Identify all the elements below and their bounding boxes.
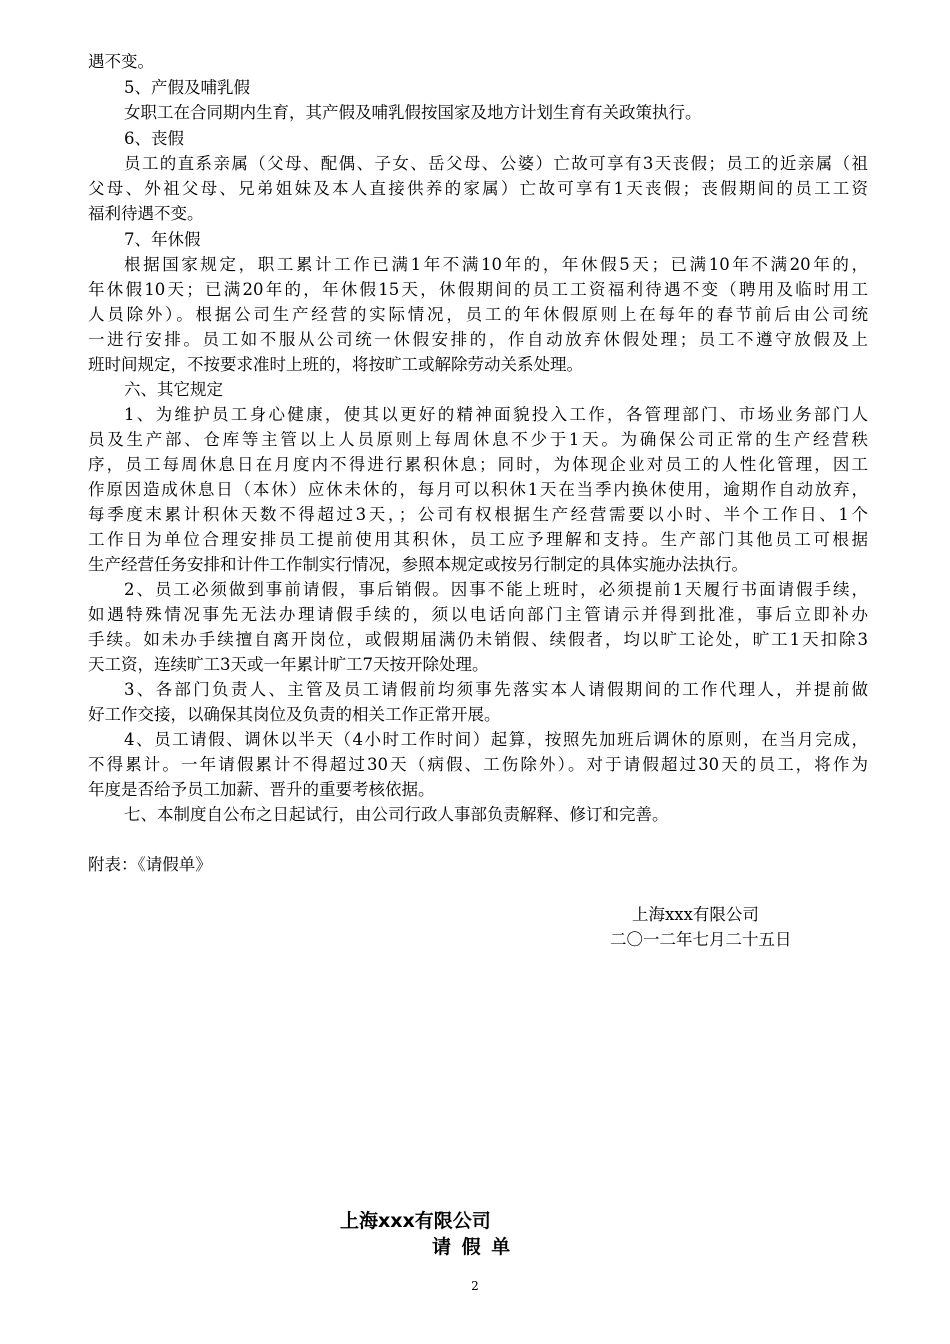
body-line: 2、员工必须做到事前请假，事后销假。因事不能上班时，必须提前1天履行书面请假手续， [124,580,868,599]
body-line: 手续。如未办手续擅自离开岗位，或假期届满仍未销假、续假者，均以旷工论处，旷工1天扣除3 [88,630,868,649]
body-line: 不得累计。一年请假累计不得超过30天（病假、工伤除外）。对于请假超过30天的员工，将作为 [88,755,868,774]
body-line: 年休假10天；已满20年的，年休假15天，休假期间的员工工资福利待遇不变（聘用及临时用工 [88,280,868,299]
body-line: 班时间规定，不按要求准时上班的，将按旷工或解除劳动关系处理。 [88,355,583,374]
attachment-note: 附表：《请假单》 [88,855,212,874]
body-line: 如遇特殊情况事先无法办理请假手续的，须以电话向部门主管请示并得到批准，事后立即补办 [88,605,868,624]
body-line: 每季度末累计积休天数不得超过3天，；公司有权根据生产经营需要以小时、半个工作日、1个 [88,505,868,524]
section-heading-annual-leave: 7、年休假 [124,230,201,249]
body-line: 工作日为单位合理安排员工提前使用其积休，员工应予理解和支持。生产部门其他员工可根据 [88,530,868,549]
signature-date: 二〇一二年七月二十五日 [610,930,792,949]
body-line: 福利待遇不变。 [88,204,204,223]
section-heading-bereavement: 6、丧假 [124,129,184,148]
body-line: 天工资，连续旷工3天或一年累计旷工7天按开除处理。 [88,655,489,674]
form-title: 请 假 单 [432,1236,513,1258]
body-line: 根据国家规定，职工累计工作已满1年不满10年的，年休假5天；已满10年不满20年的， [124,255,868,274]
body-line: 好工作交接，以确保其岗位及负责的相关工作正常开展。 [88,705,501,724]
signature-company: 上海xxx有限公司 [632,905,759,924]
body-line: 女职工在合同期内生育，其产假及哺乳假按国家及地方计划生育有关政策执行。 [124,103,702,122]
body-line: 1、为维护员工身心健康，使其以更好的精神面貌投入工作，各管理部门、市场业务部门人 [124,405,868,424]
section-heading-other-rules: 六、其它规定 [124,380,223,399]
body-line: 遇不变。 [88,52,154,71]
body-line: 作原因造成休息日（本休）应休未休的，每月可以积休1天在当季内换休使用，逾期作自动放弃， [88,480,868,499]
body-line: 员工的直系亲属（父母、配偶、子女、岳父母、公婆）亡故可享有3天丧假；员工的近亲属（祖 [124,154,868,173]
body-line: 3、各部门负责人、主管及员工请假前均须事先落实本人请假期间的工作代理人，并提前做 [124,680,868,699]
body-line: 员及生产部、仓库等主管以上人员原则上每周休息不少于1天。为确保公司正常的生产经营秩 [88,430,868,449]
body-line: 父母、外祖父母、兄弟姐妹及本人直接供养的家属）亡故可享有1天丧假；丧假期间的员工工资 [88,179,868,198]
body-line: 年度是否给予员工加薪、晋升的重要考核依据。 [88,780,435,799]
body-line: 人员除外）。根据公司生产经营的实际情况，员工的年休假原则上在每年的春节前后由公司统 [88,305,868,324]
page-number: 2 [471,1279,479,1293]
body-line: 序，员工每周休息日在月度内不得进行累积休息；同时，为体现企业对员工的人性化管理，因工 [88,455,868,474]
section-heading-maternity: 5、产假及哺乳假 [124,78,250,97]
body-line: 4、员工请假、调休以半天（4小时工作时间）起算，按照先加班后调休的原则，在当月完成， [124,730,868,749]
body-line: 七、本制度自公布之日起试行，由公司行政人事部负责解释、修订和完善。 [124,805,669,824]
body-line: 生产经营任务安排和计件工作制实行情况，参照本规定或按另行制定的具体实施办法执行。 [88,555,748,574]
form-company-title: 上海xxx有限公司 [340,1210,491,1232]
body-line: 一进行安排。员工如不服从公司统一休假安排的，作自动放弃休假处理；员工不遵守放假及上 [88,330,868,349]
